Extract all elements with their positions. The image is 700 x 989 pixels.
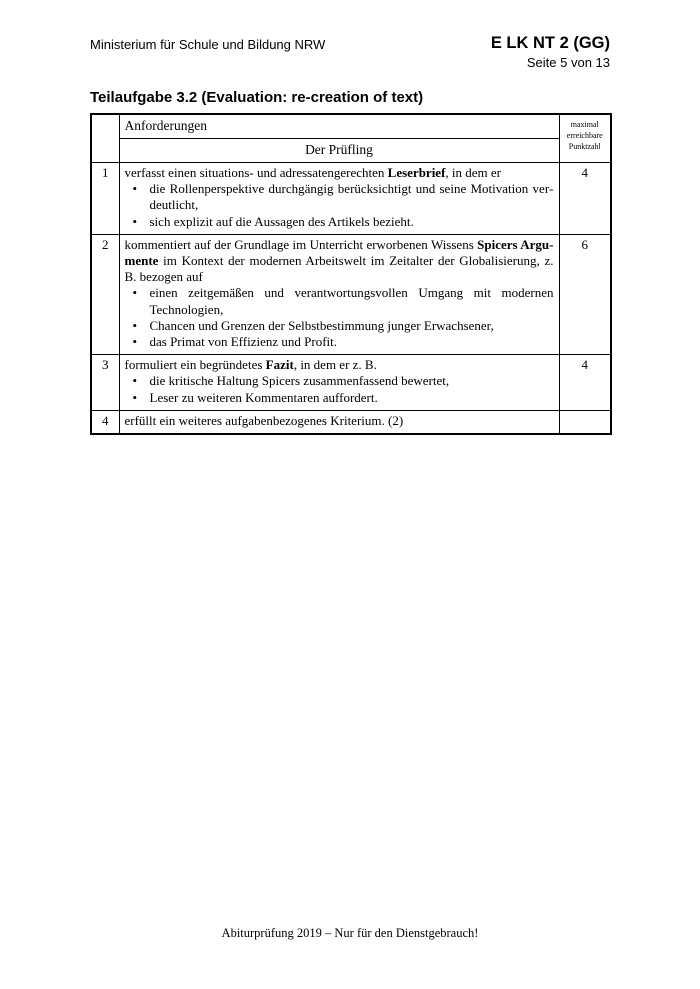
criteria-table [90, 113, 612, 435]
requirements-header-cell: Anforderungen [119, 114, 559, 139]
row-number: 4 [91, 410, 119, 434]
intro-segment: , in dem er z. B. [293, 357, 377, 373]
intro-segment: Fazit [265, 357, 294, 373]
header-ministry-label: Ministerium für Schule und Bildung NRW [90, 37, 326, 52]
intro-segment: Leserbrief [387, 165, 446, 180]
requirement-intro [125, 165, 554, 181]
bullet-list [125, 181, 554, 230]
row-points: 4 [559, 163, 611, 235]
row-number: 1 [91, 163, 119, 235]
points-header-cell: maximal erreichbare Punktzahl [559, 114, 611, 163]
table-row [91, 410, 611, 434]
header-page-number: Seite 5 von 13 [526, 54, 610, 70]
row-points: 6 [559, 234, 611, 354]
row-number-header-cell [91, 114, 119, 163]
document-header [90, 34, 610, 70]
intro-segment: im Kontext der modernen Arbeitswelt im Zeitalter der Globalisierung, z. B. bezogen auf [124, 253, 554, 285]
requirement-intro [125, 413, 554, 429]
row-requirement [119, 163, 559, 235]
row-points [559, 410, 611, 434]
bullet-list [125, 285, 554, 350]
header-right-block [491, 34, 610, 70]
intro-segment: Spicers Argumente [124, 236, 554, 269]
page-title: Teilaufgabe 3.2 (Evaluation: re-creation of text) [90, 89, 424, 106]
bullet-list [125, 373, 554, 405]
bullet-item: • einen zeitgemäßen und verantwortungsvollen Umgang mit modernen Technologien, [125, 285, 554, 317]
header-row-subject [91, 139, 611, 163]
bullet-item: • die Rollenperspektive durchgängig berücksichtigt und seine Motivation verdeutlicht, [125, 181, 554, 213]
table-row [91, 355, 611, 411]
requirement-intro [125, 357, 554, 373]
footer-note: Abiturprüfung 2019 – Nur für den Dienstgebrauch! [221, 926, 479, 940]
header-doc-code: E LK NT 2 (GG) [490, 34, 610, 52]
table-row [91, 234, 611, 354]
bullet-item: • Leser zu weiteren Kommentaren auffordert. [125, 390, 554, 406]
row-number: 2 [91, 234, 119, 354]
row-requirement [119, 410, 559, 434]
subject-header-cell: Der Prüfling [119, 139, 559, 163]
requirement-intro [125, 237, 554, 286]
row-requirement [119, 355, 559, 411]
bullet-item: • das Primat von Effizienz und Profit. [125, 334, 554, 350]
criteria-table-head [91, 114, 611, 163]
intro-segment: , in dem er [445, 165, 502, 180]
intro-segment: kommentiert auf der Grundlage im Unterricht erworbenen Wissens [124, 236, 478, 252]
row-number: 3 [91, 355, 119, 411]
intro-segment: formuliert ein begründetes [124, 357, 266, 373]
table-row [91, 163, 611, 235]
intro-segment: verfasst einen situations- und adressatengerechten [124, 165, 388, 180]
intro-segment: erfüllt ein weiteres aufgabenbezogenes Kriterium. (2) [124, 412, 404, 428]
bullet-item: • sich explizit auf die Aussagen des Artikels bezieht. [125, 214, 554, 230]
bullet-item: • Chancen und Grenzen der Selbstbestimmung junger Erwachsener, [125, 318, 554, 334]
row-points: 4 [559, 355, 611, 411]
header-row-requirements [91, 114, 611, 139]
criteria-table-body [91, 163, 611, 435]
bullet-item: • die kritische Haltung Spicers zusammenfassend bewertet, [125, 373, 554, 389]
row-requirement [119, 234, 559, 354]
